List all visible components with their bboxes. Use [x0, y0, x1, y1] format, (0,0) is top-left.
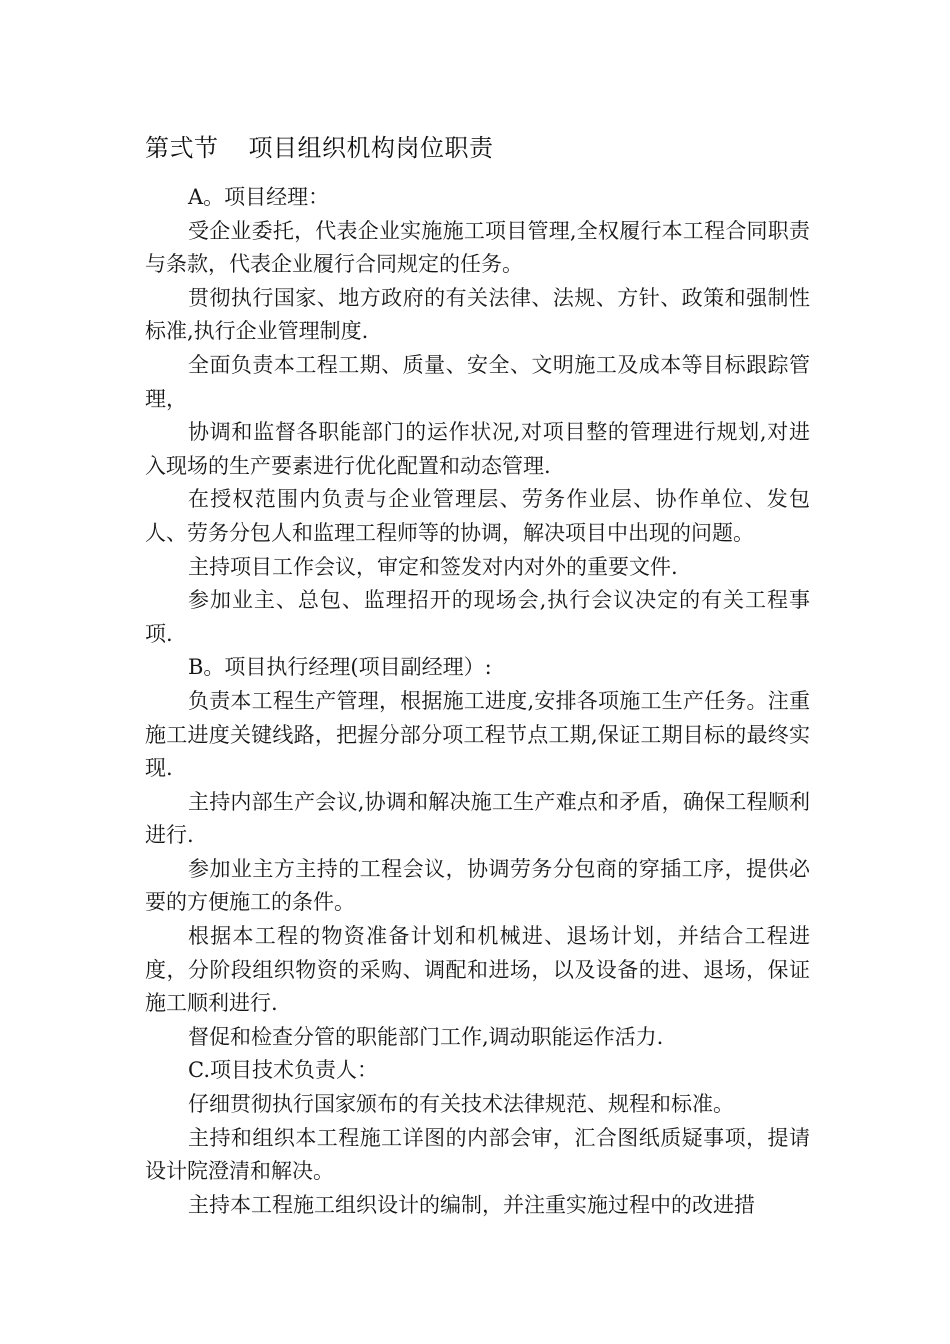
paragraph: 主持和组织本工程施工详图的内部会审，汇合图纸质疑事项，提请设计院澄清和解决。 [145, 1125, 810, 1184]
paragraph: 参加业主、总包、监理招开的现场会,执行会议决定的有关工程事项. [145, 588, 810, 646]
subheading-executive-manager: B。项目执行经理(项目副经理）: [188, 655, 492, 680]
paragraph: 主持内部生产会议,协调和解决施工生产难点和矛盾，确保工程顺利进行. [145, 789, 810, 848]
paragraph: 主持本工程施工组织设计的编制，并注重实施过程中的改进措 [188, 1192, 755, 1217]
paragraph: 根据本工程的物资准备计划和机械进、退场计划，并结合工程进度，分阶段组织物资的采购、调配和进场，以及设备的进、退场，保证施工顺利进行. [145, 924, 810, 1016]
paragraph: 贯彻执行国家、地方政府的有关法律、法规、方针、政策和强制性标准,执行企业管理制度. [145, 285, 810, 344]
section-number: 第弍节 [145, 134, 219, 162]
paragraph: 参加业主方主持的工程会议，协调劳务分包商的穿插工序，提供必要的方便施工的条件。 [145, 856, 810, 915]
subheading-technical-lead: C.项目技术负责人： [188, 1058, 378, 1083]
section-heading [145, 128, 494, 168]
section-title: 项目组织机构岗位职责 [248, 134, 494, 162]
paragraph: 在授权范围内负责与企业管理层、劳务作业层、协作单位、发包人、劳务分包人和监理工程师等的协调，解决项目中出现的问题。 [145, 487, 810, 545]
document-body [145, 181, 810, 1222]
subheading-project-manager: A。项目经理： [188, 185, 330, 209]
paragraph: 协调和监督各职能部门的运作状况,对项目整的管理进行规划,对进入现场的生产要素进行优化配置和动态管理. [145, 420, 810, 478]
paragraph: 督促和检查分管的职能部门工作,调动职能运作活力. [188, 1024, 664, 1049]
paragraph: 主持项目工作会议，审定和签发对内对外的重要文件. [188, 554, 678, 579]
paragraph: 受企业委托，代表企业实施施工项目管理,全权履行本工程合同职责与条款，代表企业履行合同规定的任务。 [145, 218, 810, 277]
paragraph: 仔细贯彻执行国家颁布的有关技术法律规范、规程和标准。 [188, 1092, 734, 1117]
paragraph: 负责本工程生产管理，根据施工进度,安排各项施工生产任务。注重施工进度关键线路，把握分部分项工程节点工期,保证工期目标的最终实现. [145, 688, 810, 781]
paragraph: 全面负责本工程工期、质量、安全、文明施工及成本等目标跟踪管理， [145, 352, 810, 411]
